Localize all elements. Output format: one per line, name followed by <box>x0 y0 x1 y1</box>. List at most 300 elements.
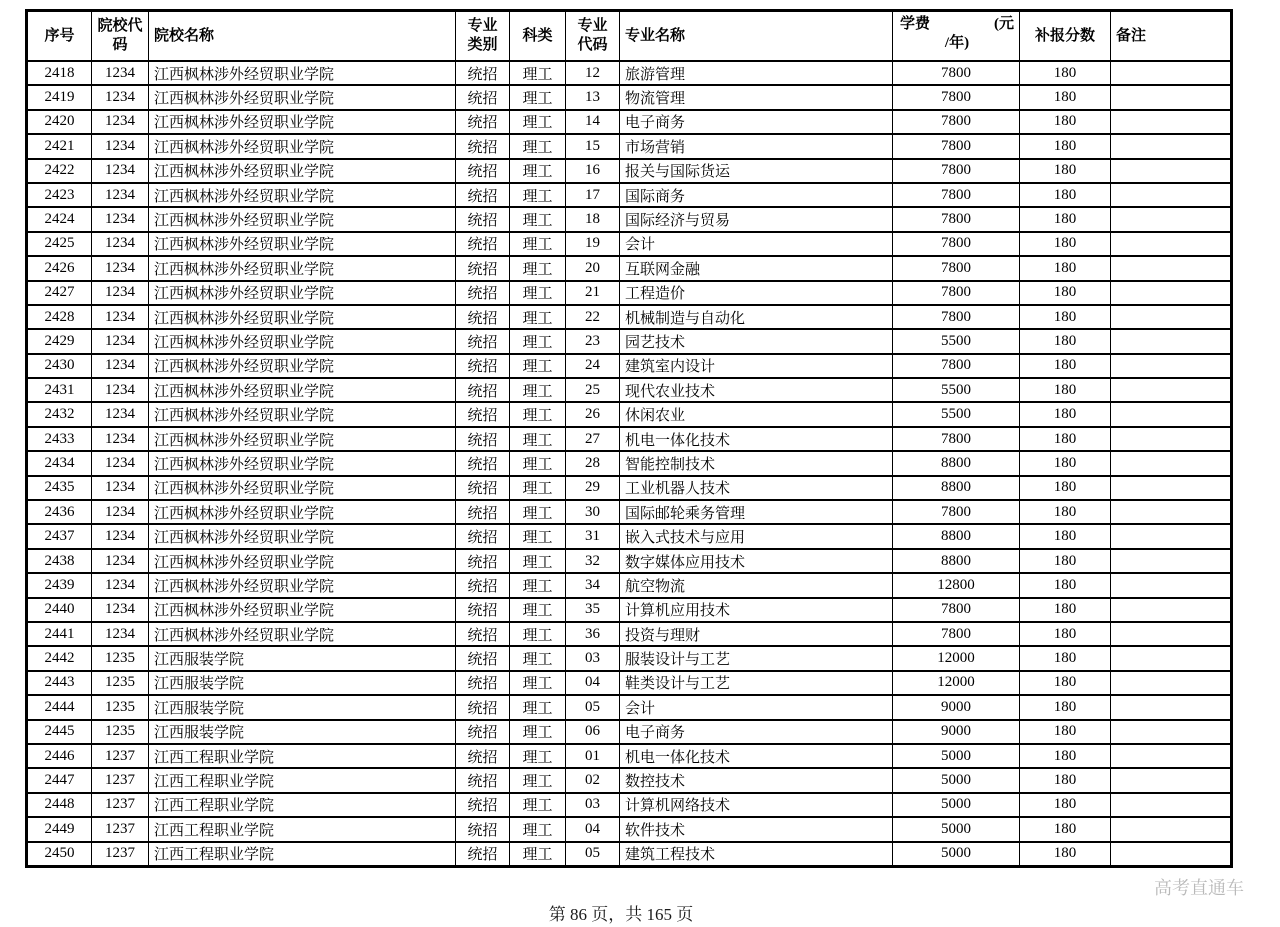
cell-major-code: 01 <box>566 744 620 768</box>
cell-school-name: 江西枫林涉外经贸职业学院 <box>149 61 456 85</box>
cell-seq: 2436 <box>27 500 92 524</box>
header-school-name: 院校名称 <box>149 11 456 62</box>
cell-makeup-score: 180 <box>1020 427 1111 451</box>
cell-major-name: 嵌入式技术与应用 <box>620 524 893 548</box>
cell-remark <box>1111 232 1232 256</box>
cell-subject-type: 理工 <box>510 134 566 158</box>
cell-remark <box>1111 549 1232 573</box>
cell-makeup-score: 180 <box>1020 378 1111 402</box>
cell-school-code: 1234 <box>92 134 149 158</box>
cell-remark <box>1111 500 1232 524</box>
page-footer: 第 86 页，共 165 页 <box>548 905 694 924</box>
table-row <box>27 524 1232 548</box>
cell-major-code: 23 <box>566 329 620 353</box>
cell-remark <box>1111 646 1232 670</box>
cell-remark <box>1111 378 1232 402</box>
cell-seq: 2449 <box>27 817 92 841</box>
cell-makeup-score: 180 <box>1020 305 1111 329</box>
cell-major-name: 电子商务 <box>620 720 893 744</box>
cell-remark <box>1111 622 1232 646</box>
cell-school-code: 1234 <box>92 207 149 231</box>
cell-major-name: 报关与国际货运 <box>620 159 893 183</box>
cell-tuition: 5500 <box>893 402 1020 426</box>
cell-seq: 2437 <box>27 524 92 548</box>
cell-remark <box>1111 427 1232 451</box>
cell-major-code: 15 <box>566 134 620 158</box>
cell-major-category: 统招 <box>456 61 510 85</box>
cell-major-category: 统招 <box>456 793 510 817</box>
cell-seq: 2433 <box>27 427 92 451</box>
cell-major-code: 12 <box>566 61 620 85</box>
cell-seq: 2429 <box>27 329 92 353</box>
cell-school-name: 江西枫林涉外经贸职业学院 <box>149 549 456 573</box>
cell-seq: 2421 <box>27 134 92 158</box>
cell-major-name: 休闲农业 <box>620 402 893 426</box>
header-makeup-score: 补报分数 <box>1020 11 1111 62</box>
cell-major-category: 统招 <box>456 744 510 768</box>
cell-major-name: 数控技术 <box>620 768 893 792</box>
cell-major-name: 计算机应用技术 <box>620 598 893 622</box>
cell-school-code: 1234 <box>92 159 149 183</box>
cell-school-code: 1234 <box>92 305 149 329</box>
table-row <box>27 842 1232 867</box>
cell-major-category: 统招 <box>456 402 510 426</box>
cell-subject-type: 理工 <box>510 378 566 402</box>
cell-major-category: 统招 <box>456 573 510 597</box>
table-row <box>27 793 1232 817</box>
cell-remark <box>1111 744 1232 768</box>
cell-school-name: 江西枫林涉外经贸职业学院 <box>149 207 456 231</box>
cell-major-code: 04 <box>566 817 620 841</box>
cell-school-name: 江西枫林涉外经贸职业学院 <box>149 622 456 646</box>
cell-school-code: 1237 <box>92 744 149 768</box>
table-row <box>27 85 1232 109</box>
cell-makeup-score: 180 <box>1020 134 1111 158</box>
cell-major-code: 03 <box>566 646 620 670</box>
cell-subject-type: 理工 <box>510 354 566 378</box>
cell-seq: 2434 <box>27 451 92 475</box>
table-row <box>27 207 1232 231</box>
cell-major-name: 园艺技术 <box>620 329 893 353</box>
cell-subject-type: 理工 <box>510 573 566 597</box>
cell-remark <box>1111 598 1232 622</box>
cell-school-name: 江西服装学院 <box>149 720 456 744</box>
cell-subject-type: 理工 <box>510 159 566 183</box>
cell-tuition: 7800 <box>893 85 1020 109</box>
cell-makeup-score: 180 <box>1020 720 1111 744</box>
cell-major-name: 旅游管理 <box>620 61 893 85</box>
cell-remark <box>1111 183 1232 207</box>
cell-school-code: 1235 <box>92 671 149 695</box>
cell-makeup-score: 180 <box>1020 744 1111 768</box>
cell-school-name: 江西工程职业学院 <box>149 817 456 841</box>
cell-major-name: 工程造价 <box>620 281 893 305</box>
cell-tuition: 7800 <box>893 61 1020 85</box>
cell-remark <box>1111 134 1232 158</box>
cell-tuition: 8800 <box>893 476 1020 500</box>
cell-tuition: 7800 <box>893 207 1020 231</box>
cell-school-name: 江西工程职业学院 <box>149 793 456 817</box>
cell-school-code: 1235 <box>92 646 149 670</box>
cell-subject-type: 理工 <box>510 500 566 524</box>
cell-subject-type: 理工 <box>510 793 566 817</box>
cell-school-name: 江西枫林涉外经贸职业学院 <box>149 305 456 329</box>
cell-major-code: 31 <box>566 524 620 548</box>
cell-major-code: 02 <box>566 768 620 792</box>
cell-seq: 2440 <box>27 598 92 622</box>
cell-makeup-score: 180 <box>1020 646 1111 670</box>
cell-school-name: 江西枫林涉外经贸职业学院 <box>149 110 456 134</box>
cell-subject-type: 理工 <box>510 720 566 744</box>
cell-remark <box>1111 207 1232 231</box>
cell-major-name: 投资与理财 <box>620 622 893 646</box>
cell-subject-type: 理工 <box>510 842 566 867</box>
cell-remark <box>1111 256 1232 280</box>
table-row <box>27 329 1232 353</box>
cell-makeup-score: 180 <box>1020 817 1111 841</box>
cell-subject-type: 理工 <box>510 768 566 792</box>
cell-makeup-score: 180 <box>1020 159 1111 183</box>
cell-subject-type: 理工 <box>510 207 566 231</box>
cell-major-category: 统招 <box>456 549 510 573</box>
cell-tuition: 7800 <box>893 134 1020 158</box>
cell-tuition: 7800 <box>893 427 1020 451</box>
cell-subject-type: 理工 <box>510 183 566 207</box>
cell-remark <box>1111 305 1232 329</box>
cell-tuition: 9000 <box>893 695 1020 719</box>
cell-remark <box>1111 476 1232 500</box>
admissions-table <box>25 9 1233 868</box>
cell-seq: 2448 <box>27 793 92 817</box>
table-row <box>27 354 1232 378</box>
table-row <box>27 110 1232 134</box>
cell-major-name: 建筑工程技术 <box>620 842 893 867</box>
table-row <box>27 256 1232 280</box>
cell-school-name: 江西枫林涉外经贸职业学院 <box>149 402 456 426</box>
cell-remark <box>1111 793 1232 817</box>
cell-makeup-score: 180 <box>1020 207 1111 231</box>
cell-tuition: 5000 <box>893 744 1020 768</box>
cell-major-code: 36 <box>566 622 620 646</box>
cell-subject-type: 理工 <box>510 646 566 670</box>
cell-major-code: 20 <box>566 256 620 280</box>
cell-subject-type: 理工 <box>510 817 566 841</box>
cell-remark <box>1111 402 1232 426</box>
cell-subject-type: 理工 <box>510 451 566 475</box>
cell-major-name: 航空物流 <box>620 573 893 597</box>
cell-major-code: 32 <box>566 549 620 573</box>
cell-major-name: 工业机器人技术 <box>620 476 893 500</box>
cell-school-name: 江西服装学院 <box>149 695 456 719</box>
cell-major-code: 13 <box>566 85 620 109</box>
cell-makeup-score: 180 <box>1020 842 1111 867</box>
cell-seq: 2424 <box>27 207 92 231</box>
cell-remark <box>1111 573 1232 597</box>
cell-major-category: 统招 <box>456 281 510 305</box>
cell-tuition: 7800 <box>893 598 1020 622</box>
table-row <box>27 622 1232 646</box>
cell-major-category: 统招 <box>456 524 510 548</box>
cell-seq: 2419 <box>27 85 92 109</box>
table-row <box>27 500 1232 524</box>
cell-subject-type: 理工 <box>510 305 566 329</box>
cell-major-category: 统招 <box>456 305 510 329</box>
cell-makeup-score: 180 <box>1020 329 1111 353</box>
cell-major-category: 统招 <box>456 817 510 841</box>
cell-major-code: 14 <box>566 110 620 134</box>
table-row <box>27 768 1232 792</box>
cell-major-category: 统招 <box>456 183 510 207</box>
cell-seq: 2420 <box>27 110 92 134</box>
cell-major-name: 电子商务 <box>620 110 893 134</box>
cell-school-name: 江西枫林涉外经贸职业学院 <box>149 281 456 305</box>
cell-tuition: 7800 <box>893 500 1020 524</box>
header-major-code: 专业代码 <box>566 11 620 62</box>
cell-remark <box>1111 671 1232 695</box>
table-row <box>27 549 1232 573</box>
cell-tuition: 5500 <box>893 378 1020 402</box>
cell-major-code: 28 <box>566 451 620 475</box>
cell-makeup-score: 180 <box>1020 768 1111 792</box>
cell-tuition: 7800 <box>893 183 1020 207</box>
cell-remark <box>1111 85 1232 109</box>
cell-remark <box>1111 281 1232 305</box>
table-row <box>27 402 1232 426</box>
table-row <box>27 573 1232 597</box>
cell-school-name: 江西枫林涉外经贸职业学院 <box>149 159 456 183</box>
cell-school-name: 江西工程职业学院 <box>149 768 456 792</box>
cell-school-name: 江西枫林涉外经贸职业学院 <box>149 476 456 500</box>
cell-tuition: 5500 <box>893 329 1020 353</box>
table-row <box>27 817 1232 841</box>
cell-school-code: 1237 <box>92 793 149 817</box>
cell-seq: 2450 <box>27 842 92 867</box>
cell-major-name: 机电一体化技术 <box>620 744 893 768</box>
cell-tuition: 8800 <box>893 549 1020 573</box>
table-row <box>27 451 1232 475</box>
cell-major-code: 25 <box>566 378 620 402</box>
cell-major-category: 统招 <box>456 500 510 524</box>
cell-tuition: 5000 <box>893 793 1020 817</box>
cell-seq: 2441 <box>27 622 92 646</box>
cell-major-name: 服装设计与工艺 <box>620 646 893 670</box>
cell-major-name: 机电一体化技术 <box>620 427 893 451</box>
cell-tuition: 12000 <box>893 646 1020 670</box>
cell-major-name: 会计 <box>620 695 893 719</box>
cell-makeup-score: 180 <box>1020 573 1111 597</box>
cell-major-name: 物流管理 <box>620 85 893 109</box>
cell-school-code: 1234 <box>92 622 149 646</box>
cell-school-name: 江西服装学院 <box>149 646 456 670</box>
cell-makeup-score: 180 <box>1020 500 1111 524</box>
cell-major-code: 17 <box>566 183 620 207</box>
header-major-name: 专业名称 <box>620 11 893 62</box>
cell-seq: 2445 <box>27 720 92 744</box>
cell-subject-type: 理工 <box>510 281 566 305</box>
cell-subject-type: 理工 <box>510 671 566 695</box>
cell-tuition: 5000 <box>893 817 1020 841</box>
cell-school-name: 江西枫林涉外经贸职业学院 <box>149 378 456 402</box>
table-row <box>27 476 1232 500</box>
cell-school-code: 1234 <box>92 598 149 622</box>
cell-seq: 2447 <box>27 768 92 792</box>
cell-major-name: 建筑室内设计 <box>620 354 893 378</box>
cell-major-code: 21 <box>566 281 620 305</box>
tuition-unit-open: (元 <box>994 16 1014 32</box>
cell-makeup-score: 180 <box>1020 61 1111 85</box>
cell-major-name: 鞋类设计与工艺 <box>620 671 893 695</box>
cell-school-name: 江西枫林涉外经贸职业学院 <box>149 598 456 622</box>
cell-major-name: 计算机网络技术 <box>620 793 893 817</box>
table-row <box>27 183 1232 207</box>
cell-major-code: 19 <box>566 232 620 256</box>
cell-seq: 2444 <box>27 695 92 719</box>
header-school-code: 院校代码 <box>92 11 149 62</box>
cell-school-name: 江西工程职业学院 <box>149 842 456 867</box>
header-row <box>27 11 1232 62</box>
cell-tuition: 5000 <box>893 768 1020 792</box>
cell-subject-type: 理工 <box>510 744 566 768</box>
cell-subject-type: 理工 <box>510 61 566 85</box>
cell-makeup-score: 180 <box>1020 695 1111 719</box>
cell-seq: 2435 <box>27 476 92 500</box>
cell-major-code: 22 <box>566 305 620 329</box>
cell-remark <box>1111 329 1232 353</box>
cell-school-code: 1234 <box>92 61 149 85</box>
cell-major-code: 24 <box>566 354 620 378</box>
header-subject-type: 科类 <box>510 11 566 62</box>
cell-major-category: 统招 <box>456 256 510 280</box>
cell-subject-type: 理工 <box>510 232 566 256</box>
cell-school-name: 江西枫林涉外经贸职业学院 <box>149 500 456 524</box>
cell-remark <box>1111 524 1232 548</box>
cell-makeup-score: 180 <box>1020 110 1111 134</box>
cell-subject-type: 理工 <box>510 256 566 280</box>
cell-seq: 2422 <box>27 159 92 183</box>
cell-school-code: 1234 <box>92 329 149 353</box>
cell-seq: 2425 <box>27 232 92 256</box>
cell-major-name: 数字媒体应用技术 <box>620 549 893 573</box>
cell-major-code: 30 <box>566 500 620 524</box>
cell-makeup-score: 180 <box>1020 598 1111 622</box>
cell-major-category: 统招 <box>456 768 510 792</box>
header-remark: 备注 <box>1111 11 1232 62</box>
cell-makeup-score: 180 <box>1020 281 1111 305</box>
cell-tuition: 12800 <box>893 573 1020 597</box>
cell-major-category: 统招 <box>456 720 510 744</box>
cell-major-code: 34 <box>566 573 620 597</box>
cell-makeup-score: 180 <box>1020 549 1111 573</box>
cell-major-category: 统招 <box>456 622 510 646</box>
table-row <box>27 378 1232 402</box>
cell-major-category: 统招 <box>456 232 510 256</box>
cell-seq: 2423 <box>27 183 92 207</box>
table-row <box>27 61 1232 85</box>
cell-seq: 2418 <box>27 61 92 85</box>
cell-school-code: 1234 <box>92 549 149 573</box>
cell-major-category: 统招 <box>456 110 510 134</box>
cell-school-code: 1234 <box>92 183 149 207</box>
tuition-label: 学费 <box>900 16 931 32</box>
table-row <box>27 134 1232 158</box>
cell-school-code: 1235 <box>92 720 149 744</box>
cell-major-category: 统招 <box>456 598 510 622</box>
cell-major-name: 会计 <box>620 232 893 256</box>
cell-major-name: 互联网金融 <box>620 256 893 280</box>
table-row <box>27 695 1232 719</box>
cell-tuition: 12000 <box>893 671 1020 695</box>
cell-makeup-score: 180 <box>1020 622 1111 646</box>
cell-tuition: 7800 <box>893 256 1020 280</box>
cell-major-code: 03 <box>566 793 620 817</box>
cell-subject-type: 理工 <box>510 695 566 719</box>
table-row <box>27 232 1232 256</box>
cell-tuition: 7800 <box>893 232 1020 256</box>
cell-makeup-score: 180 <box>1020 402 1111 426</box>
cell-tuition: 8800 <box>893 524 1020 548</box>
cell-school-code: 1234 <box>92 110 149 134</box>
cell-remark <box>1111 695 1232 719</box>
table-body <box>27 61 1232 866</box>
cell-school-name: 江西枫林涉外经贸职业学院 <box>149 524 456 548</box>
cell-major-name: 国际邮轮乘务管理 <box>620 500 893 524</box>
cell-tuition: 7800 <box>893 159 1020 183</box>
cell-tuition: 7800 <box>893 110 1020 134</box>
cell-school-code: 1234 <box>92 378 149 402</box>
cell-remark <box>1111 720 1232 744</box>
cell-makeup-score: 180 <box>1020 85 1111 109</box>
cell-school-name: 江西枫林涉外经贸职业学院 <box>149 427 456 451</box>
table-row <box>27 305 1232 329</box>
table-row <box>27 598 1232 622</box>
cell-subject-type: 理工 <box>510 476 566 500</box>
cell-makeup-score: 180 <box>1020 354 1111 378</box>
tuition-header-line1 <box>900 15 1014 34</box>
cell-school-code: 1234 <box>92 500 149 524</box>
cell-major-code: 05 <box>566 842 620 867</box>
cell-subject-type: 理工 <box>510 110 566 134</box>
cell-school-code: 1234 <box>92 85 149 109</box>
cell-school-code: 1234 <box>92 281 149 305</box>
cell-tuition: 7800 <box>893 622 1020 646</box>
cell-school-name: 江西枫林涉外经贸职业学院 <box>149 85 456 109</box>
table-row <box>27 744 1232 768</box>
cell-major-category: 统招 <box>456 85 510 109</box>
cell-remark <box>1111 159 1232 183</box>
cell-school-code: 1234 <box>92 524 149 548</box>
cell-seq: 2427 <box>27 281 92 305</box>
cell-seq: 2432 <box>27 402 92 426</box>
tuition-unit-close: /年) <box>944 35 970 51</box>
cell-major-code: 27 <box>566 427 620 451</box>
cell-school-name: 江西枫林涉外经贸职业学院 <box>149 573 456 597</box>
cell-remark <box>1111 61 1232 85</box>
header-tuition <box>893 11 1020 62</box>
cell-major-category: 统招 <box>456 695 510 719</box>
cell-tuition: 7800 <box>893 354 1020 378</box>
cell-school-code: 1235 <box>92 695 149 719</box>
header-seq: 序号 <box>27 11 92 62</box>
cell-major-code: 04 <box>566 671 620 695</box>
cell-makeup-score: 180 <box>1020 183 1111 207</box>
cell-remark <box>1111 768 1232 792</box>
cell-makeup-score: 180 <box>1020 793 1111 817</box>
cell-seq: 2438 <box>27 549 92 573</box>
cell-major-category: 统招 <box>456 354 510 378</box>
cell-seq: 2443 <box>27 671 92 695</box>
table-row <box>27 281 1232 305</box>
cell-seq: 2446 <box>27 744 92 768</box>
